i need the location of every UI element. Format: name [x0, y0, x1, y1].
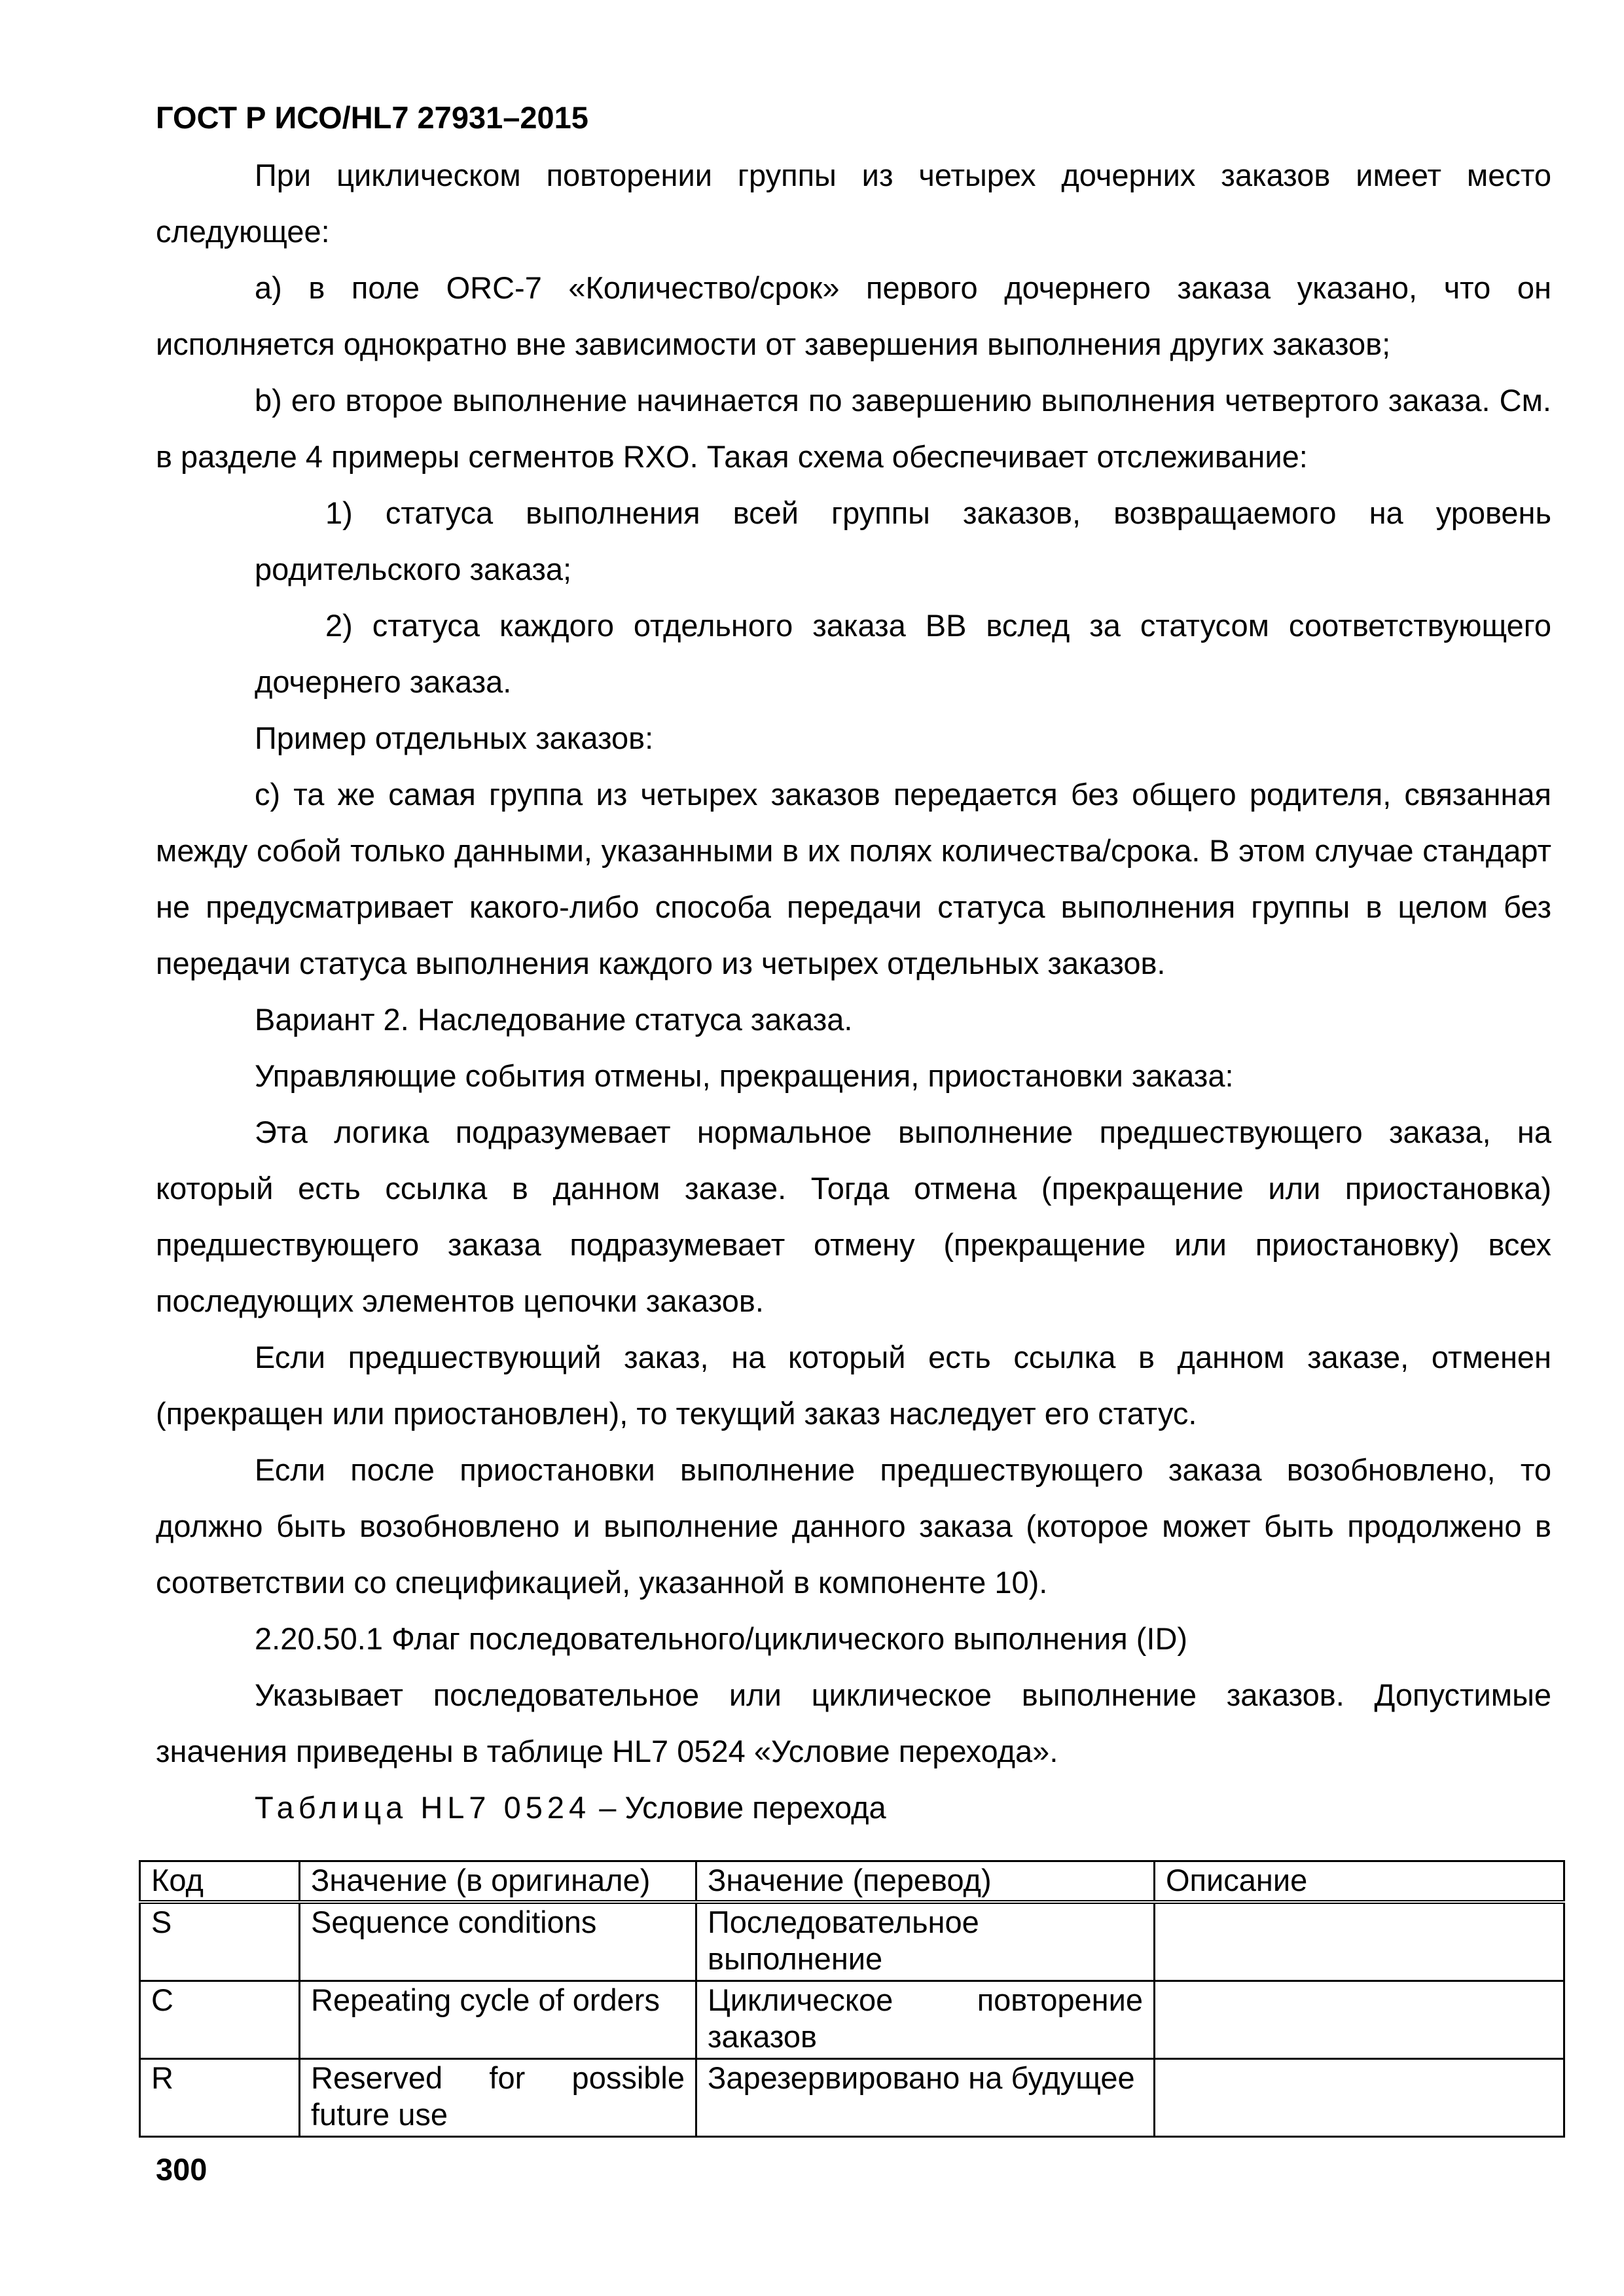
- cell-description: [1155, 2059, 1564, 2137]
- paragraph: Пример отдельных заказов:: [255, 721, 654, 755]
- paragraph: При циклическом повторении группы из четырех дочерних заказов имеет место следующее:: [156, 158, 1551, 249]
- column-header-description: Описание: [1155, 1861, 1564, 1903]
- cell-code: S: [140, 1902, 300, 1981]
- list-item-a: a) в поле ORC-7 «Количество/срок» первого дочернего заказа указано, что он исполняется однократно вне зависимости от завершения выполнения других заказов;: [156, 270, 1551, 361]
- cell-original: Sequence conditions: [300, 1902, 696, 1981]
- page-number: 300: [156, 2152, 208, 2187]
- cell-original: Reserved for possible future use: [300, 2059, 696, 2137]
- paragraph: Если предшествующий заказ, на который есть ссылка в данном заказе, отменен (прекращен или приостановлен), то текущий заказ наследует его статус.: [156, 1340, 1551, 1431]
- table-row: [140, 1981, 1564, 2059]
- column-header-code: Код: [140, 1861, 300, 1903]
- section-heading: 2.20.50.1 Флаг последовательного/циклического выполнения (ID): [255, 1621, 1188, 1656]
- paragraph: Вариант 2. Наследование статуса заказа.: [255, 1002, 853, 1037]
- cell-description: [1155, 1902, 1564, 1981]
- column-header-original: Значение (в оригинале): [300, 1861, 696, 1903]
- table-row: [140, 1902, 1564, 1981]
- cell-code: C: [140, 1981, 300, 2059]
- cell-description: [1155, 1981, 1564, 2059]
- table-title: [156, 1780, 1551, 1836]
- sub-list-item-1: 1) статуса выполнения всей группы заказов, возвращаемого на уровень родительского заказа;: [255, 495, 1551, 586]
- hl7-0524-table: [139, 1860, 1565, 2138]
- sub-list-item-2: 2) статуса каждого отдельного заказа BB вслед за статусом соответствующего дочернего заказа.: [255, 608, 1551, 699]
- table-header-row: [140, 1861, 1564, 1903]
- cell-translation: Последовательное выполнение: [696, 1902, 1155, 1981]
- list-item-b: b) его второе выполнение начинается по завершению выполнения четвертого заказа. См. в разделе 4 примеры сегментов RXO. Такая схема обеспечивает отслеживание:: [156, 383, 1551, 474]
- table-title-prefix: Таблица HL7 0524: [255, 1790, 591, 1825]
- body-text: [156, 147, 1551, 1836]
- paragraph: Указывает последовательное или циклическое выполнение заказов. Допустимые значения приведены в таблице HL7 0524 «Условие перехода».: [156, 1677, 1551, 1768]
- paragraph: Управляющие события отмены, прекращения, приостановки заказа:: [255, 1058, 1234, 1093]
- cell-translation: Циклическое повторение заказов: [696, 1981, 1155, 2059]
- cell-code: R: [140, 2059, 300, 2137]
- cell-original: Repeating cycle of orders: [300, 1981, 696, 2059]
- list-item-c: c) та же самая группа из четырех заказов передается без общего родителя, связанная между собой только данными, указанными в их полях количества/срока. В этом случае стандарт не предусматривает какого-либо способа передачи статуса выполнения группы в целом без передачи статуса выполнения каждого из четырех отдельных заказов.: [156, 777, 1551, 980]
- table-title-dash: –: [590, 1790, 625, 1825]
- column-header-translation: Значение (перевод): [696, 1861, 1155, 1903]
- table-row: [140, 2059, 1564, 2137]
- paragraph: Эта логика подразумевает нормальное выполнение предшествующего заказа, на который есть ссылка в данном заказе. Тогда отмена (прекращение или приостановка) предшествующего заказа подразумевает отмену (прекращение или приостановку) всех последующих элементов цепочки заказов.: [156, 1115, 1551, 1318]
- paragraph: Если после приостановки выполнение предшествующего заказа возобновлено, то должно быть возобновлено и выполнение данного заказа (которое может быть продолжено в соответствии со спецификацией, указанной в компоненте 10).: [156, 1452, 1551, 1600]
- standard-header: ГОСТ Р ИСО/HL7 27931–2015: [156, 100, 588, 135]
- table-title-name: Условие перехода: [624, 1790, 886, 1825]
- cell-translation: Зарезервировано на будущее: [696, 2059, 1155, 2137]
